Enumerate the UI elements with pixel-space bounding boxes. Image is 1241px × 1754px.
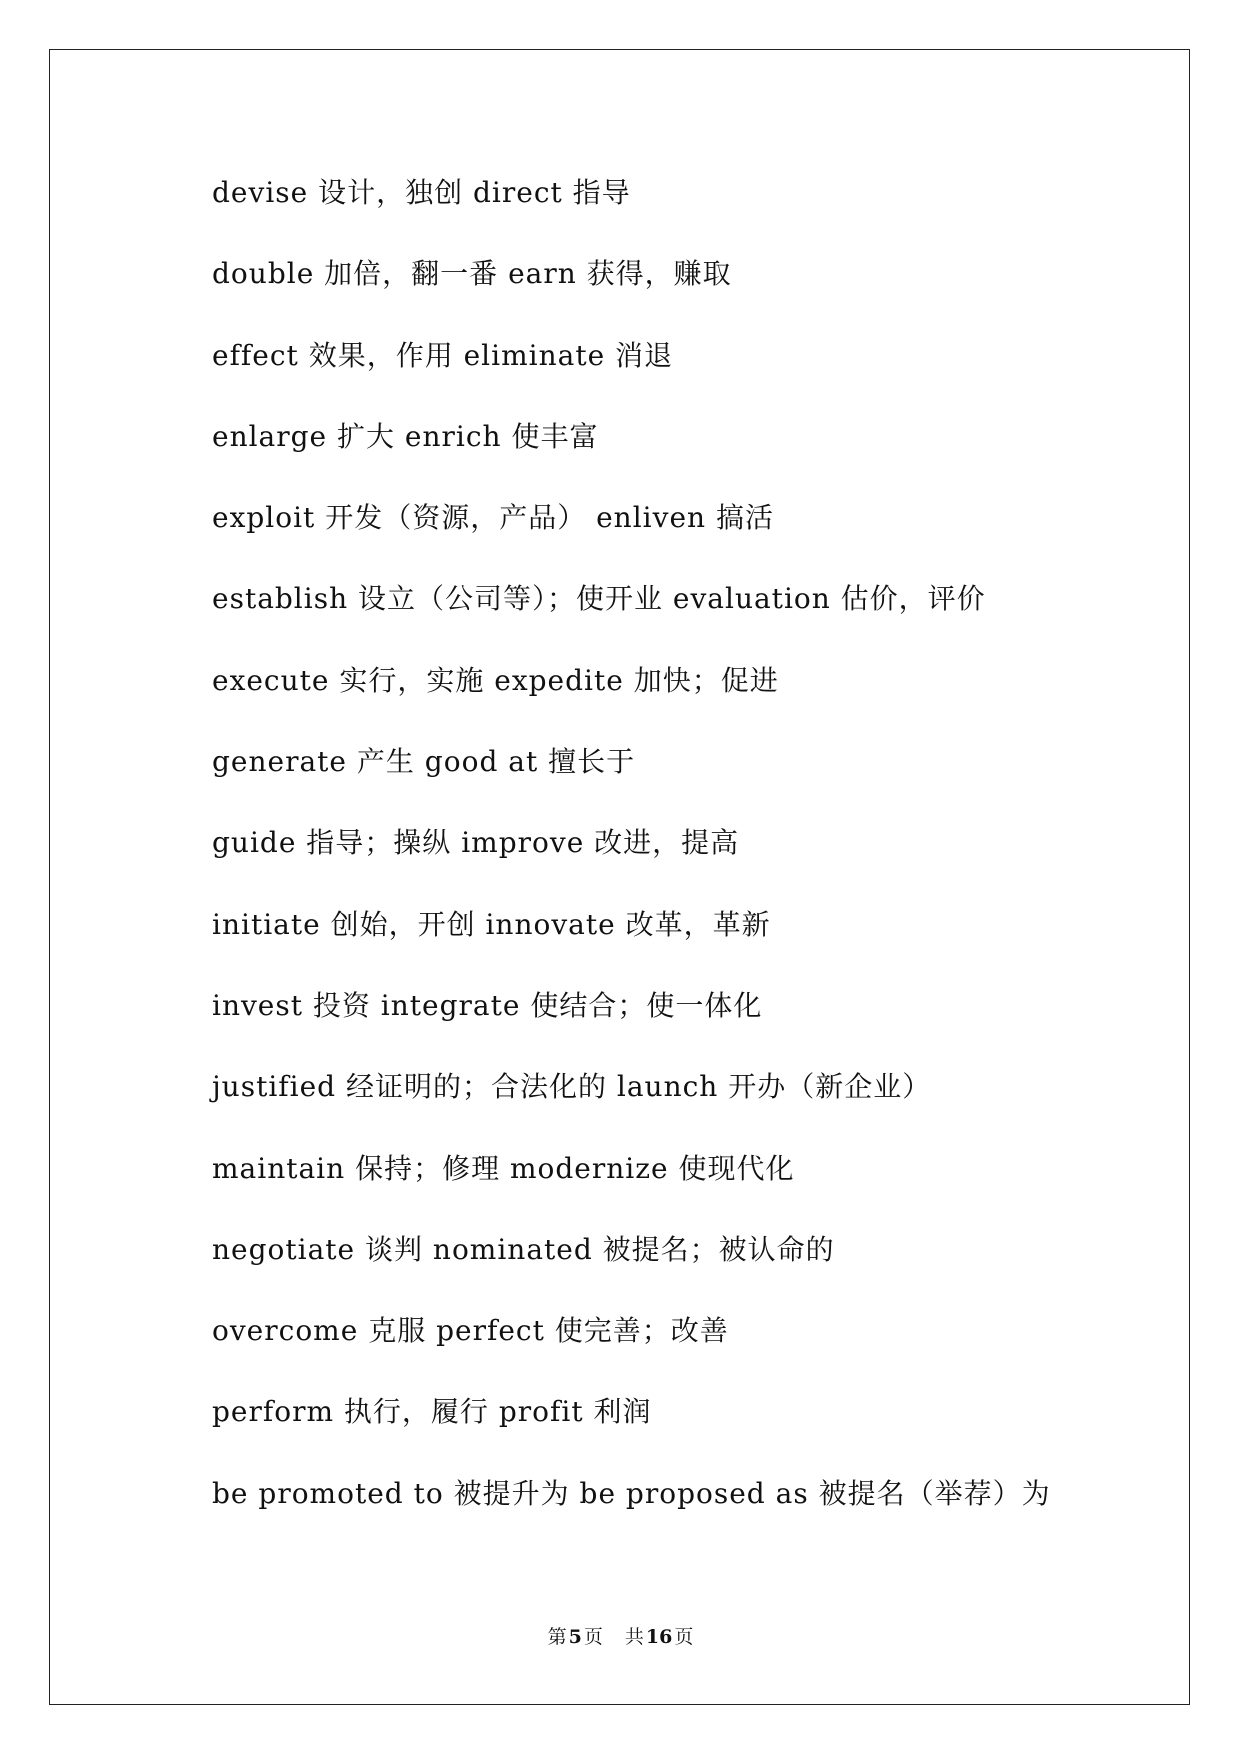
total-prefix: 共 xyxy=(624,1626,644,1648)
vocab-line: justified 经证明的；合法化的 launch 开办（新企业） xyxy=(212,1070,932,1104)
vocab-line: be promoted to 被提升为 be proposed as 被提名（举荐）为 xyxy=(212,1476,1051,1510)
total-suffix: 页 xyxy=(674,1626,694,1648)
vocabulary-list xyxy=(212,165,1112,1547)
vocab-line: overcome 克服 perfect 使完善；改善 xyxy=(212,1314,729,1348)
vocab-line: generate 产生 good at 擅长于 xyxy=(212,745,636,779)
page-suffix: 页 xyxy=(583,1626,603,1648)
vocab-line: establish 设立（公司等）；使开业 evaluation 估价，评价 xyxy=(212,582,986,616)
vocab-line: devise 设计，独创 direct 指导 xyxy=(212,176,631,209)
total-page-count: 16 xyxy=(645,1626,673,1648)
page-prefix: 第 xyxy=(547,1626,567,1648)
vocab-line: execute 实行，实施 expedite 加快；促进 xyxy=(212,663,779,697)
vocab-line: initiate 创始，开创 innovate 改革，革新 xyxy=(212,907,771,941)
vocab-line: guide 指导；操纵 improve 改进，提高 xyxy=(212,826,740,860)
vocab-line: perform 执行，履行 profit 利润 xyxy=(212,1395,652,1429)
vocab-line: invest 投资 integrate 使结合；使一体化 xyxy=(212,988,763,1022)
current-page-number: 5 xyxy=(568,1626,582,1648)
vocab-line: maintain 保持；修理 modernize 使现代化 xyxy=(212,1151,795,1185)
vocab-line: enlarge 扩大 enrich 使丰富 xyxy=(212,419,599,453)
vocab-line: effect 效果，作用 eliminate 消退 xyxy=(212,338,674,372)
vocab-line: double 加倍，翻一番 earn 获得，赚取 xyxy=(212,257,732,291)
vocab-line: exploit 开发（资源，产品） enliven 搞活 xyxy=(212,501,774,535)
page-number-footer xyxy=(0,1622,1241,1649)
vocab-line: negotiate 谈判 nominated 被提名；被认命的 xyxy=(212,1232,835,1266)
